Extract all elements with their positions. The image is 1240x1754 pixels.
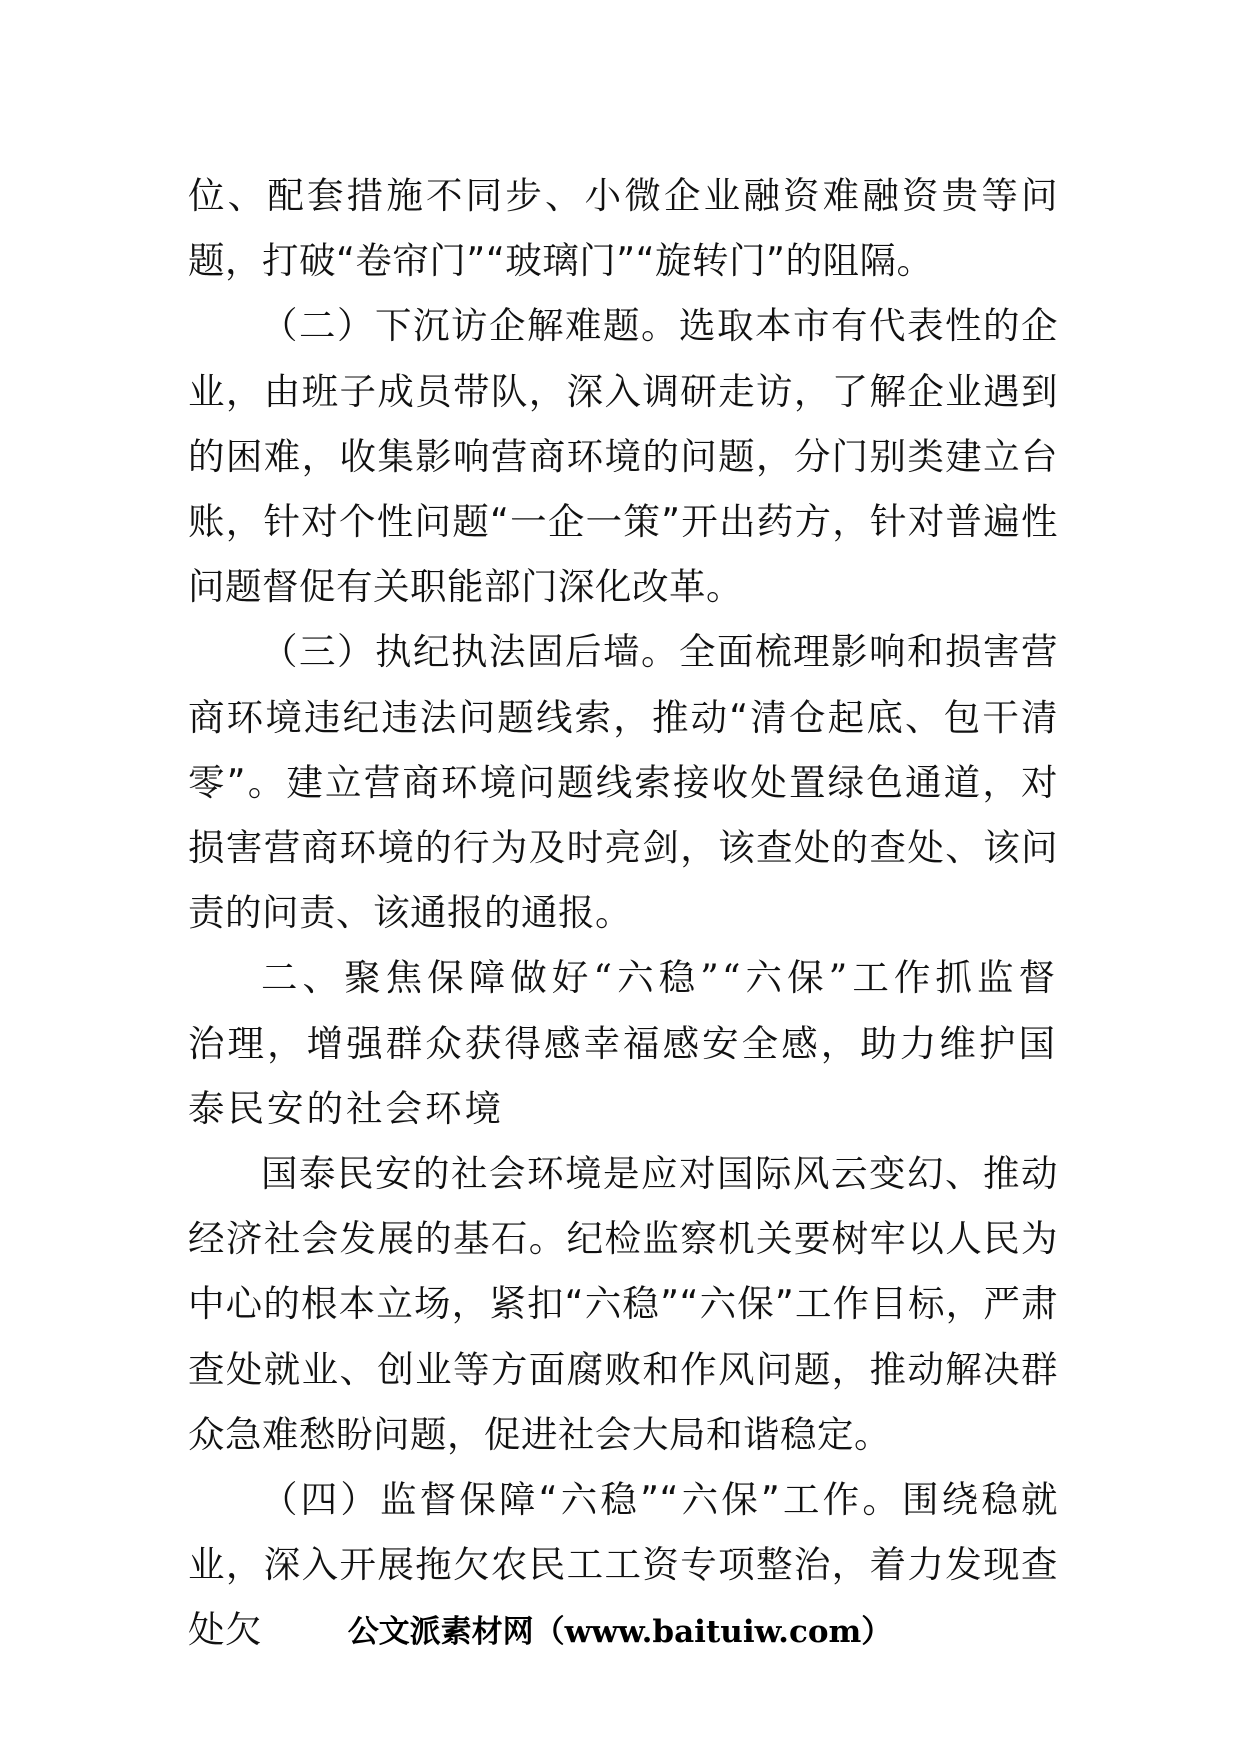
paragraph-section-3: （三）执纪执法固后墙。全面梳理影响和损害营商环境违纪违法问题线索，推动“清仓起底、包干清零”。建立营商环境问题线索接收处置绿色通道，对损害营商环境的行为及时亮剑，该查处的查处、该问责的问责、该通报的通报。	[188, 630, 1058, 935]
section-heading-2: 二、聚焦保障做好“六稳”“六保”工作抓监督治理，增强群众获得感幸福感安全感，助力维护国泰民安的社会环境	[188, 956, 1058, 1130]
footer-watermark: 公文派素材网（www.baituiw.com）	[347, 1614, 893, 1650]
paragraph-intro: 国泰民安的社会环境是应对国际风云变幻、推动经济社会发展的基石。纪检监察机关要树牢以人民为中心的根本立场，紧扣“六稳”“六保”工作目标，严肃查处就业、创业等方面腐败和作风问题，推动解决群众急难愁盼问题，促进社会大局和谐稳定。	[188, 1152, 1058, 1456]
paragraph-continuation: 位、配套措施不同步、小微企业融资难融资贵等问题，打破“卷帘门”“玻璃门”“旋转门”的阻隔。	[188, 174, 1058, 283]
paragraph-section-4: （四）监督保障“六稳”“六保”工作。围绕稳就业，深入开展拖欠农民工工资专项整治，着力发现查处欠	[188, 1478, 1058, 1652]
paragraph-section-2: （二）下沉访企解难题。选取本市有代表性的企业，由班子成员带队，深入调研走访，了解企业遇到的困难，收集影响营商环境的问题，分门别类建立台账，针对个性问题“一企一策”开出药方，针对普遍性问题督促有关职能部门深化改革。	[188, 304, 1058, 609]
document-body	[188, 163, 1058, 1663]
